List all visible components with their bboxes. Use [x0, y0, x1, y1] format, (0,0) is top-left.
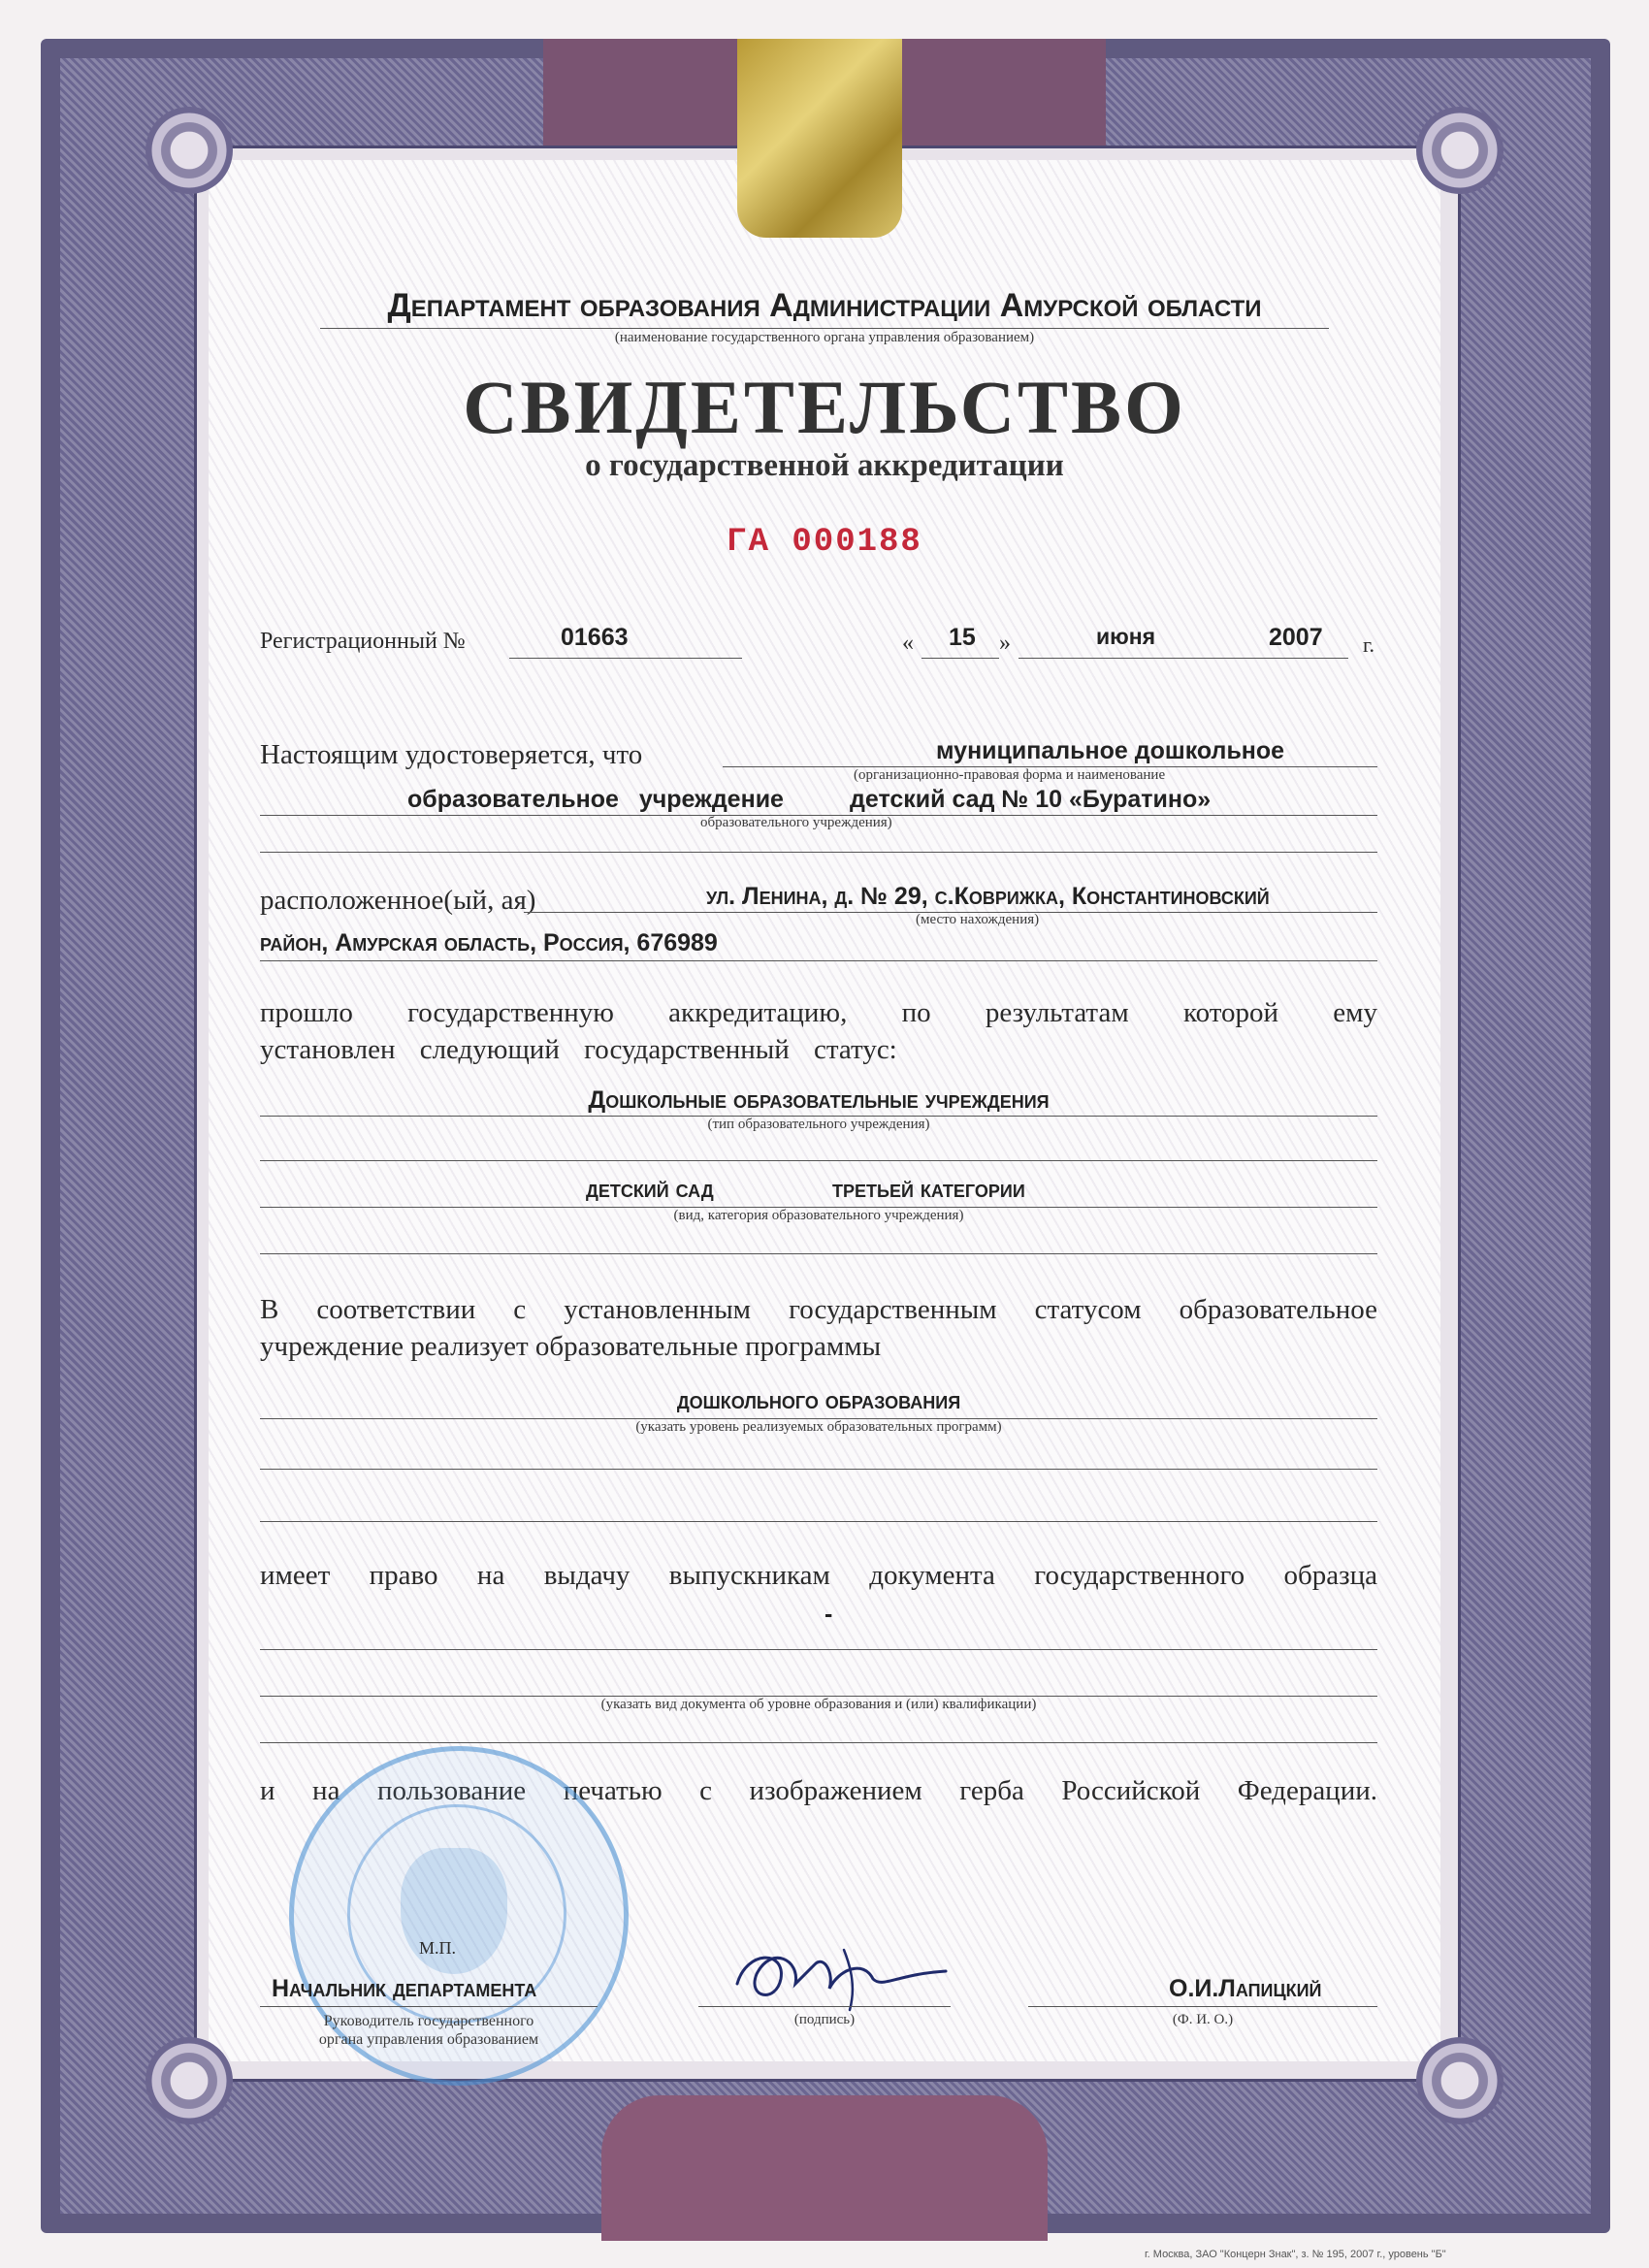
status-intro-line-1: прошло государственную аккредитацию, по результатам которой ему	[260, 997, 1377, 1028]
registration-line	[509, 658, 742, 659]
location-caption: (место нахождения)	[916, 912, 1040, 927]
org-name-line-2a: образовательное учреждение	[407, 786, 784, 813]
diploma-line	[260, 1649, 1377, 1650]
inst-type-value: Дошкольные образовательные учреждения	[588, 1086, 1050, 1114]
registration-label: Регистрационный №	[260, 629, 466, 654]
programs-value: дошкольного образования	[676, 1387, 961, 1414]
signature-caption: (подпись)	[793, 2012, 856, 2027]
location-label: расположенное(ый, ая)	[260, 885, 536, 916]
inst-kind-caption: (вид, категория образовательного учреждения)	[673, 1208, 964, 1223]
programs-line-2	[260, 1469, 1377, 1470]
corner-rosette-top-left	[146, 107, 233, 194]
date-year: 2007	[1269, 624, 1323, 651]
document-subtitle: о государственной аккредитации	[585, 448, 1064, 483]
org-caption-1: (организационно-правовая форма и наименование	[854, 767, 1166, 783]
diploma-value: -	[824, 1601, 833, 1628]
year-suffix: г.	[1363, 632, 1375, 657]
day-line	[922, 658, 999, 659]
position-caption-line-2: органа управления образованием	[318, 2031, 539, 2048]
inst-kind-value-a: детский сад	[586, 1176, 714, 1203]
position-title: Начальник департамента	[272, 1975, 537, 2002]
month-year-line	[1018, 658, 1348, 659]
location-line-2-text: район, Амурская область, Россия, 676989	[260, 929, 718, 956]
date-quote-close: »	[999, 631, 1011, 656]
org-line-3	[260, 852, 1377, 853]
certifies-label: Настоящим удостоверяется, что	[260, 739, 643, 770]
signature-line	[698, 2006, 951, 2007]
corner-rosette-top-right	[1416, 107, 1504, 194]
document-title: СВИДЕТЕЛЬСТВО	[463, 365, 1186, 449]
mp-label: М.П.	[419, 1938, 457, 1958]
inst-kind-line-2	[260, 1253, 1377, 1254]
authority-line	[320, 328, 1329, 329]
inst-kind-value-b: третьей категории	[832, 1176, 1025, 1203]
authority-caption: (наименование государственного органа управления образованием)	[614, 330, 1035, 345]
date-month: июня	[1096, 624, 1156, 649]
status-intro-line-2: установлен следующий государственный статус:	[260, 1034, 897, 1065]
gold-emblem	[737, 39, 902, 238]
programs-line-3	[260, 1521, 1377, 1522]
seal-right-text: и на пользование печатью с изображением герба Российской Федерации.	[260, 1775, 1377, 1806]
date-day: 15	[949, 624, 976, 651]
org-caption-2: образовательного учреждения)	[700, 815, 892, 830]
inst-type-line-2	[260, 1160, 1377, 1161]
diploma-line-3	[260, 1742, 1377, 1743]
org-name-line-2b: детский сад № 10 «Буратино»	[850, 786, 1212, 813]
corner-rosette-bottom-left	[146, 2037, 233, 2124]
diploma-caption: (указать вид документа об уровне образования и (или) квалификации)	[600, 1697, 1037, 1712]
programs-intro-line-2: учреждение реализует образовательные программы	[260, 1331, 882, 1362]
org-name-line-1: муниципальное дошкольное	[936, 737, 1285, 764]
name-line	[1028, 2006, 1377, 2007]
position-line	[260, 2006, 598, 2007]
position-caption-line-1: Руководитель государственного	[323, 2013, 534, 2029]
location-line-1-text: ул. Ленина, д. № 29, с.Коврижка, Константиновский	[706, 883, 1270, 910]
bottom-ornament	[601, 2095, 1048, 2241]
programs-intro-line-1: В соответствии с установленным государственным статусом образовательное	[260, 1294, 1377, 1325]
signer-name: О.И.Лапицкий	[1169, 1975, 1322, 2002]
date-quote-open: «	[902, 631, 914, 656]
inst-type-caption: (тип образовательного учреждения)	[707, 1117, 930, 1132]
printer-note: г. Москва, ЗАО "Концерн Знак", з. № 195, 2007 г., уровень "Б"	[1145, 2249, 1446, 2260]
diploma-text: имеет право на выдачу выпускникам документа государственного образца	[260, 1560, 1377, 1591]
location-line-2	[260, 960, 1377, 961]
serial-number: ГА 000188	[727, 524, 922, 561]
name-caption: (Ф. И. О.)	[1172, 2012, 1234, 2027]
programs-caption: (указать уровень реализуемых образовательных программ)	[635, 1419, 1002, 1435]
position-caption	[260, 2012, 598, 2049]
corner-rosette-bottom-right	[1416, 2037, 1504, 2124]
authority-name: Департамент образования Администрации Амурской области	[387, 287, 1262, 324]
registration-number: 01663	[561, 624, 629, 651]
handwritten-signature	[728, 1930, 951, 2018]
